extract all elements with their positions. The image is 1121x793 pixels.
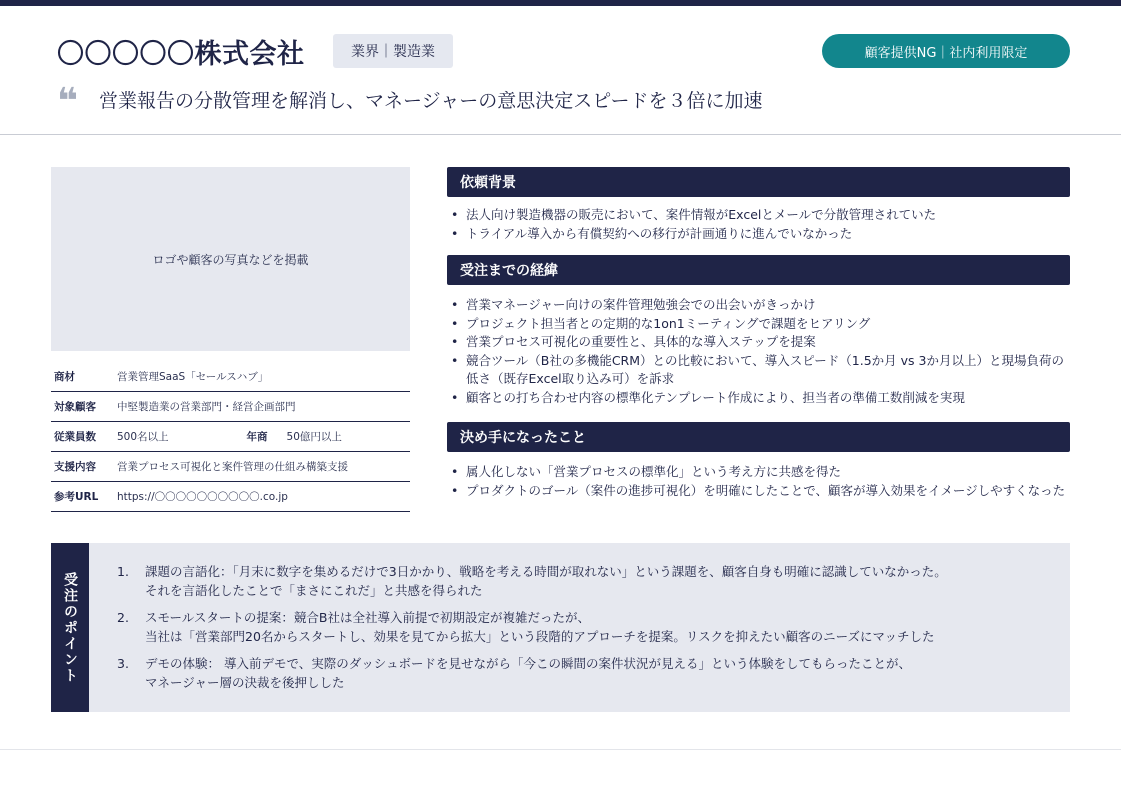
info-label: 従業員数 [54,431,96,443]
info-table [51,362,410,512]
list-item: • プロジェクト担当者との定期的な1on1ミーティングで課題をヒアリング [451,315,1070,334]
info-label: 商材 [54,371,75,383]
info-value: 営業プロセス可視化と案件管理の仕組み構築支援 [117,461,348,473]
point-item [117,562,1062,600]
list-item: • 法人向け製造機器の販売において、案件情報がExcelとメールで分散管理されていた [451,206,1070,225]
point-number: 2. [117,610,129,625]
section-header-background: 依頼背景 [447,167,1070,197]
info-row-target [51,392,410,422]
point-item [117,654,1062,692]
point-text: 課題の言語化：「月末に数字を集めるだけで3日かかり、戦略を考える時間が取れない」という課題を、顧客自身も明確に認識していなかった。 [145,564,947,579]
info-label: 支援内容 [54,461,96,473]
point-text: デモの体験： 導入前デモで、実際のダッシュボードを見せながら「今この瞬間の案件状況が見える」という体験をしてもらったことが、 [145,656,911,671]
info-value: 営業管理SaaS「セールスハブ」 [117,371,269,383]
list-item: • トライアル導入から有償契約への移行が計画通りに進んでいなかった [451,225,1070,244]
list-item: • 営業マネージャー向けの案件管理勉強会での出会いがきっかけ [451,296,1070,315]
info-label: 参考URL [54,491,99,503]
process-list [451,296,1070,407]
confidential-badge: 顧客提供NG｜社内利用限定 [822,34,1070,68]
info-value: 50億円以上 [286,431,342,443]
header-divider [0,134,1121,135]
point-text: スモールスタートの提案：競合B社は全社導入前提で初期設定が複雑だったが、 [145,610,590,625]
list-item: • 顧客との打ち合わせ内容の標準化テンプレート作成により、担当者の準備工数削減を実現 [451,389,1070,408]
reference-url: https://〇〇〇〇〇〇〇〇〇〇.co.jp [117,491,288,503]
deciding-list [451,463,1070,500]
order-points-box [51,543,1070,712]
point-number: 1. [117,564,129,579]
industry-badge: 業界｜製造業 [333,34,453,68]
list-item: • プロダクトのゴール（案件の進捗可視化）を明確にしたことで、顧客が導入効果をイメージしやすくなった [451,482,1070,501]
info-row-support [51,452,410,482]
list-item: • 競合ツール（B社の多機能CRM）との比較において、導入スピード（1.5か月 vs 3か月以上）と現場負荷の低さ（既存Excel取り込み可）を訴求 [451,352,1070,389]
top-accent-bar [0,0,1121,6]
point-text: それを言語化したことで「まさにこれだ」と共感を得られた [145,583,483,598]
section-header-process: 受注までの経緯 [447,255,1070,285]
info-row-product [51,362,410,392]
photo-placeholder [51,167,410,351]
info-value: 500名以上 [117,431,169,443]
left-double-quote-icon: ❝ [57,81,79,122]
background-list [451,206,1070,243]
headline: 営業報告の分散管理を解消し、マネージャーの意思決定スピードを３倍に加速 [99,90,763,112]
order-points-list [117,562,1062,700]
photo-placeholder-text: ロゴや顧客の写真などを掲載 [152,252,309,267]
info-label: 対象顧客 [54,401,96,413]
point-text: 当社は「営業部門20名からスタートし、効果を見てから拡大」という段階的アプローチを提案。リスクを抑えたい顧客のニーズにマッチした [145,629,935,644]
info-label: 年商 [246,431,268,443]
point-number: 3. [117,656,129,671]
list-item: • 営業プロセス可視化の重要性と、具体的な導入ステップを提案 [451,333,1070,352]
list-item: • 属人化しない「営業プロセスの標準化」という考え方に共感を得た [451,463,1070,482]
info-value: 中堅製造業の営業部門・経営企画部門 [117,401,296,413]
order-points-tab: 受注のポイント [51,543,89,712]
info-row-url [51,482,410,512]
point-text: マネージャー層の決裁を後押しした [145,675,345,690]
section-header-deciding: 決め手になったこと [447,422,1070,452]
company-name: 〇〇〇〇〇株式会社 [57,39,305,70]
info-row-employees [51,422,410,452]
footer-divider [0,749,1121,750]
point-item [117,608,1062,646]
